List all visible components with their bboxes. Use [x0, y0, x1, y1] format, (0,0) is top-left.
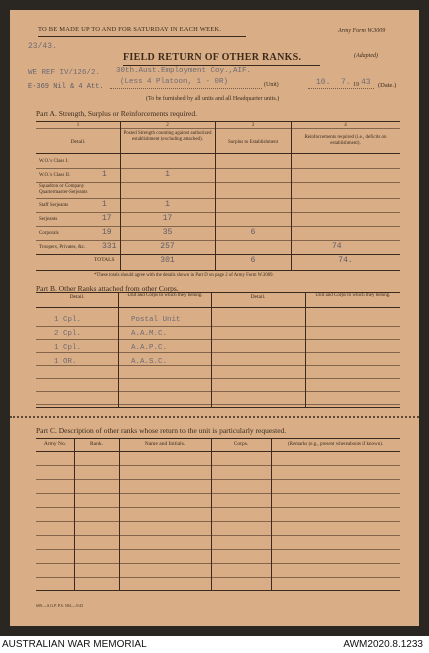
part-b-header-unit-right: Unit and Corps to which they belong. [315, 293, 391, 298]
part-b-header-rule [36, 307, 400, 308]
totals-label: TOTALS [94, 257, 115, 263]
handwritten-side-note: E-369 Nil & 4 Att. [28, 83, 104, 91]
part-b-col-divider-1 [118, 292, 119, 407]
part-c-header-rule [36, 451, 400, 452]
part-c-top-border [36, 438, 400, 439]
print-mark: 609.—S.G.P. P.S. 584.—5/43 [36, 603, 84, 608]
part-b-row-detail: 1 Cpl. [54, 316, 82, 324]
part-a-row-reinforcements: 74 [332, 242, 342, 251]
part-a-col-number-3: 3 [251, 123, 255, 128]
footer-institution: AUSTRALIAN WAR MEMORIAL [2, 639, 147, 650]
part-a-bottom-border [36, 270, 400, 271]
part-b-row-rule [36, 352, 400, 353]
part-a-totals-rule [36, 254, 400, 255]
part-a-footnote: *These totals should agree with the details shown in Part D on page 2 of Army Form W.3009. [94, 273, 274, 278]
part-a-row-strength: 257 [160, 242, 175, 251]
part-b-row-rule [36, 365, 400, 366]
part-c-bottom-border [36, 590, 400, 591]
part-b-row-rule [36, 326, 400, 327]
date-day: 10. [316, 78, 331, 87]
unit-label: (Unit) [264, 82, 279, 88]
part-a-row-detail: Squadron or Company Quartermaster-Serjeants [39, 184, 88, 195]
part-b-row-unit: A.A.P.C. [131, 344, 168, 352]
part-b-row-detail: 1 OR. [54, 358, 77, 366]
part-c-header-army-no: Army No. [43, 441, 67, 447]
part-a-header-rule [36, 153, 400, 154]
part-b-header-unit-left: Unit and Corps to which they belong. [127, 293, 203, 298]
total-strength: 301 [160, 256, 175, 265]
date-dotted-line [308, 88, 374, 89]
part-c-row-rule [36, 549, 400, 550]
part-b-col-divider-3 [305, 292, 306, 407]
part-a-row-rule [36, 226, 400, 227]
adapted-note: (Adapted) [354, 53, 378, 59]
part-b-row-rule [36, 378, 400, 379]
date-label: (Date.) [378, 82, 397, 89]
form-sheet [10, 10, 419, 626]
part-a-heading: Part A. Strength, Surplus or Reinforcements required. [36, 109, 198, 118]
unit-name-line1: 30th.Aust.Employment Coy.,AIF. [116, 67, 252, 75]
part-b-row-detail: 1 Cpl. [54, 344, 82, 352]
reference-number: WE REF IV/126/2. [28, 69, 101, 77]
part-c-col-divider-1 [74, 438, 75, 590]
part-c-col-divider-4 [271, 438, 272, 590]
part-c-row-rule [36, 507, 400, 508]
part-a-col-divider-3 [291, 121, 292, 270]
reference-prefix: 23/43. [28, 42, 57, 51]
part-b-header-detail-right: Detail. [250, 294, 266, 300]
date-year: 43 [361, 78, 371, 87]
date-year-prefix: 19 [353, 82, 359, 88]
part-a-row-detail: Troopers, Privates, &c. [39, 245, 86, 250]
part-a-row-detail: W.O.'s Class II. [39, 173, 71, 178]
part-b-row-rule [36, 339, 400, 340]
part-a-row-detail-figure: 19 [102, 228, 112, 237]
part-c-header-name: Name and Initials. [144, 441, 186, 447]
part-a-row-detail-figure: 331 [102, 242, 117, 251]
part-a-row-surplus: 6 [250, 228, 256, 237]
part-c-heading: Part C. Description of other ranks whose return to the unit is particularly requested. [36, 426, 287, 435]
part-c-col-divider-3 [211, 438, 212, 590]
part-b-row-unit: A.A.S.C. [131, 358, 168, 366]
part-a-row-strength: 17 [162, 214, 173, 223]
total-surplus: 6 [250, 256, 256, 265]
instruction-text: TO BE MADE UP TO AND FOR SATURDAY IN EACH WEEK. [38, 26, 222, 33]
part-a-row-detail: W.O.'s Class I. [39, 159, 69, 164]
part-a-row-strength: 1 [165, 170, 170, 179]
part-a-row-rule [36, 168, 400, 169]
part-c-header-rank: Rank. [90, 441, 103, 447]
total-reinforcements: 74. [338, 256, 353, 265]
part-c-col-divider-2 [119, 438, 120, 590]
part-a-col-number-4: 4 [344, 123, 347, 128]
part-c-row-rule [36, 577, 400, 578]
part-a-header-surplus: Surplus to Establishment [228, 140, 278, 145]
date-month: 7. [341, 78, 351, 87]
part-a-col-number-2: 2 [166, 123, 169, 128]
part-b-header-detail-left: Detail. [69, 294, 85, 300]
furnish-note: (To be furnished by all units and all Headquarter units.) [146, 96, 280, 102]
part-b-row-unit: Postal Unit [131, 316, 181, 324]
unit-dotted-line [110, 88, 262, 89]
part-a-header-reinforcements: Reinforcements required (i.e., deficits on establishment). [304, 135, 387, 146]
part-a-row-rule [36, 198, 400, 199]
part-b-row-detail: 2 Cpl. [54, 330, 82, 338]
part-a-row-detail: Staff Serjeants [39, 203, 69, 208]
title-underline [123, 65, 320, 66]
footer-accession-number: AWM2020.8.1233 [343, 639, 423, 650]
part-b-heading: Part B. Other Ranks attached from other Corps. [36, 284, 179, 293]
part-c-row-rule [36, 479, 400, 480]
part-a-header-strength: Posted Strength counting against authorized establishment (excluding attached). [123, 131, 212, 142]
part-c-header-remarks: (Remarks (e.g., present whereabouts if known). [287, 442, 384, 447]
part-b-row-unit: A.A.M.C. [131, 330, 168, 338]
part-b-col-divider-2 [211, 292, 212, 407]
part-b-row-rule [36, 391, 400, 392]
part-a-col-number-1: 1 [76, 123, 80, 128]
part-c-row-rule [36, 563, 400, 564]
part-a-number-rule [36, 128, 400, 129]
part-a-row-detail: Corporals [39, 231, 59, 236]
part-c-row-rule [36, 535, 400, 536]
part-b-bottom-border [36, 407, 400, 408]
part-a-row-detail-figure: 17 [102, 214, 112, 223]
part-a-row-strength: 35 [162, 228, 173, 237]
part-c-header-corps: Corps. [233, 441, 249, 447]
form-title: FIELD RETURN OF OTHER RANKS. [123, 52, 302, 63]
part-a-row-rule [36, 240, 400, 241]
part-a-header-detail: Detail. [70, 139, 86, 145]
part-c-row-rule [36, 493, 400, 494]
unit-name-line2: (Less 4 Platoon, 1 - 0R) [120, 78, 229, 86]
part-a-row-detail: Serjeants [39, 217, 58, 222]
part-c-row-rule [36, 521, 400, 522]
part-b-row-rule [36, 404, 400, 405]
perforation-line [10, 416, 419, 418]
part-a-row-rule [36, 182, 400, 183]
part-a-row-strength: 1 [165, 200, 170, 209]
part-a-row-detail-figure: 1 [102, 200, 107, 209]
part-a-row-detail-figure: 1 [102, 170, 107, 179]
archive-footer [0, 636, 429, 653]
army-form-number: Army Form W.3009 [338, 28, 386, 34]
part-a-top-border [36, 121, 400, 122]
part-c-row-rule [36, 465, 400, 466]
instruction-underline [38, 36, 246, 37]
part-a-row-rule [36, 212, 400, 213]
